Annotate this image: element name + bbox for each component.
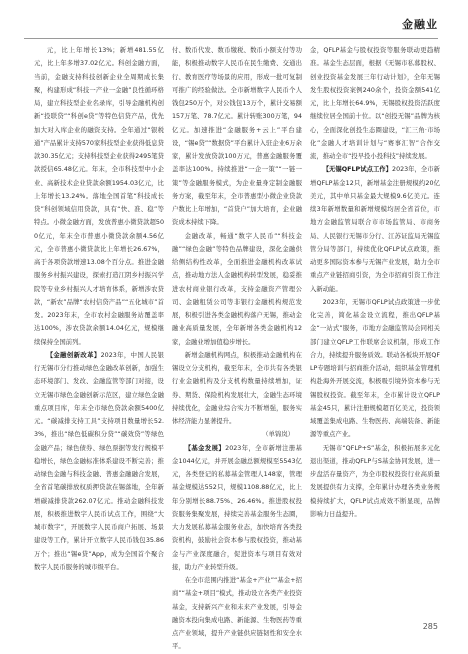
paragraph-with-heading [310,163,440,296]
subsection-heading: 【无锡QFLP试点工作】 [322,166,393,174]
paragraph: 在全市范围内推进“基金+产业”“基金+招商”“基金+项目”模式，推动设立各类产业投资基金，支持新兴产业和未来产业发展，引导金融资本投向集成电路、新能源、生物医药等重点产业领域，提升产业链供应链韧性和安全水平。 [172,577,302,651]
column-3 [310,44,440,620]
column-1 [34,44,164,620]
author-credit: （单锦岚） [262,431,294,439]
subsection-heading: 【基金发展】 [184,444,226,452]
paragraph-text: 2023年，全市新增QFLP基金12只，新增基金注册规模约20亿美元，其中单只基金最大规模9.6亿美元。连续3年新增数量和新增规模均居全省首位，市地方金融监管局联合市市场监管局、市商务局、人民银行无锡市分行、江苏证监局无锡监管分局等部门，持续优化QFLP试点政策，推动更多国际资本参与无锡产业发展，助力全市重点产业链招商引资，为全市招商引资工作注入新动能。 [310,166,440,293]
header-divider [24,38,438,39]
paragraph: 新增金融机构网点，积极推动金融机构在锡设立分支机构，截至年末，全市共有各类银行业金融机构及分支机构数量持续增加，证券、期货、保险机构发展壮大，金融生态环境持续优化，金融业综合实力不断增强，服务实体经济能力显著提升。 [172,351,302,425]
paragraph-text: 2023年，中国人民银行无锡市分行推动绿色金融改革创新，加强生态环境部门、发改、金融监管等部门对接，设立无锡市绿色金融创新示范区，建立绿色金融重点项目库，年末全市绿色贷款余额5400亿元。“碳减排支持工具”支持项目数量增长52.3%，推出“绿色低碳积分贷”“碳效贷”等绿色金融产品；绿色债券、绿色票据等发行规模平稳增长，绿色金融标准体系建设不断完善；推动绿色金融与科技金融、普惠金融融合发展，全省首笔碳排放权质押贷款在锡落地，全年新增碳减排贷款262.07亿元。推动金融科技发展，积极推进数字人民币试点工作，围绕“大城市数字”，开展数字人民币商户拓展、场景建设等工作，累计开立数字人民币钱包35.86万个；推出“锡e贷”App，成为全国首个聚合数字人民币服务的城市级平台。 [34,351,164,571]
paragraph: 金融改革，畅通“数字人民币”“科技金融”“绿色金融”等特色品牌建设，深化金融供给侧结构性改革，全面推进金融机构改革试点，推动地方法人金融机构转型发展，稳妥推进农村商业银行改革，支持金融资产管理公司、金融租赁公司等非银行金融机构规范发展，积极引进各类金融机构落户无锡，推动金融业高质量发展，全年新增各类金融机构12家，金融业增加值稳步增长。 [172,232,302,346]
subsection-heading: 【金融创新改革】 [46,351,101,359]
column-2 [172,44,302,651]
paragraph: 2023年，无锡市QFLP试点政策进一步优化完善，简化基金设立流程，推出QFLP基金“一站式”服务，市地方金融监管局会同相关部门建立QFLP工作联席会议机制，形成工作合力，持续提升服务质效。联动各板块开展QFLP专题培训与招商推介活动，组织基金管理机构赴海外开展交流，积极吸引境外资本参与无锡股权投资。截至年末，全市累计设立QFLP基金45只，累计注册规模超百亿美元，投资领域覆盖集成电路、生物医药、高端装备、新能源等重点产业。 [310,298,440,439]
paragraph-with-heading [34,349,164,574]
paragraph: 元，比上年增长13%；新增481.55亿元，比上年多增37.02亿元。科创金融方面，当前，金融支持科技创新企业全周期成长集聚，构建形成“科技一产业一金融”良性循环格局，建立科技型企业名录库，引导金融机构创新“投联贷”“科创e贷”等特色信贷产品，优先加大对入库企业的融资支持。全年通过“银税通”产品累计支持570家科技型企业获得低息贷款30.35亿元；支持科技型企业获得2495笔贷款授信65.48亿元。年末，全市科技型中小企业、高新技术企业贷款余额1954.03亿元，比上年增长13.24%。落地全国首笔“科技成长贷”科创领域信用贷款，具有“快、准、稳”等特点。小微金融方面，发放普惠小微贷款超500亿元，年末全市普惠小微贷款余额4.56亿元，全市普惠小微贷款比上年增长26.67%，高于各项贷款增速13.08个百分点。推进金融服务乡村振兴建设，探索打造江阴乡村振兴学院等专业乡村振兴人才培育体系，新增涉农贷款，“新农”品牌“农村信贷产品”“五化城市”首发。2023年末，全市农村金融服务站覆盖率达100%，涉农贷款余额14.04亿元，规模继续保持全国前列。 [34,47,164,346]
paragraph: 无锡市“QFLP+S”基金，积极拓展多元化退出渠道，推动QFLP与S基金协同发展，进一步盘活存量资产，为全市股权投资行业高质量发展提供有力支撑，全年累计办理各类业务规模持续扩大，QFLP试点成效不断显现，品牌影响力日益提升。 [310,444,440,518]
page-number: 285 [422,622,438,631]
paragraph-with-heading [172,442,302,575]
paragraph-text: 2023年，全市新增注册基金1044亿元，并开展金融总额规模至5543亿元，各类登记的私募基金管理人148家，管理基金规模达552只，规模1108.88亿元，比上年分别增长88.75%、26.46%。推进股权投资服务集聚发展，持续完善基金服务生态圈，大力发展私募基金服务业态，加快培育各类投资机构，鼓励社会资本参与股权投资，推动基金与产业深度融合，促进资本与项目有效对接，助力产业转型升级。 [172,444,302,571]
section-title: 金融业 [402,18,438,31]
paragraph: 金，QFLP基金与股权投资等服务联动更趋精准。基金生态层面，根据《无锡市私募股权、创业投资基金发展三年行动计划》，全年无锡发生股权投资案例240余个，投资金额541亿元，比上年增长64.9%，无锡股权投资活跃度继续位居全国前十位。以“创投无锡”品牌为核心，全面深化创投生态圈建设，“汇三角·市场化”金融人才培训计划与“赛事汇智”合作交流，推动全市“投早投小投科技”持续发展。 [310,47,440,160]
paragraph: 付、数币代发、数币缴税、数币小额支付等功能，积极推动数字人民币在民生缴费、交通出行、教育医疗等场景的应用，形成一批可复制可推广的经验做法。全市新增数字人民币个人钱包250万个，对公钱包13万个，累计交易额157万笔、78.7亿元。累计转账300万笔，94亿元。加速推进“金融服务+云上”平台建设，“锡e贷”“数据贷”平台累计入驻企业6万余家，累计发放贷款100万元，普惠金融服务覆盖率达100%。持续推进“一企一策”“一链一策”等金融服务模式，为企业量身定制金融服务方案，截至年末，全市普惠型小微企业贷款户数比上年增加，“首贷户”加大培育，企业融资成本持续下降。 [172,47,302,227]
